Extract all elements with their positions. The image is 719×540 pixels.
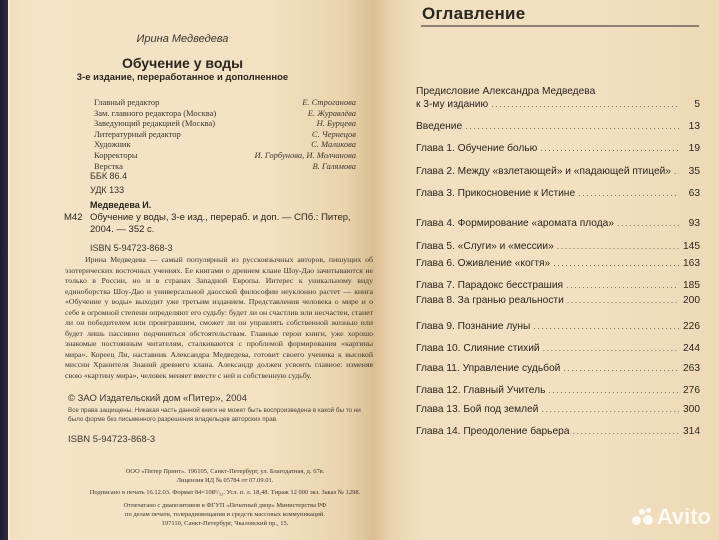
toc-label: Глава 12. Главный Учитель [416, 385, 546, 396]
toc-entry [416, 218, 700, 229]
avito-watermark-text: Avito [656, 504, 711, 529]
toc-leader-dots [543, 343, 679, 353]
credit-role: Художник [94, 139, 131, 150]
toc-leader-dots [572, 426, 679, 436]
toc-entry [416, 321, 700, 332]
credit-role: Корректоры [94, 149, 138, 160]
toc-label: Глава 8. За гранью реальности [416, 295, 564, 306]
toc-leader-dots [540, 143, 679, 153]
toc-label: Глава 5. «Слуги» и «мессии» [416, 241, 554, 252]
toc-leader-dots [553, 258, 679, 268]
credit-row [94, 108, 356, 119]
isbn-top: ISBN 5-94723-868-3 [90, 243, 173, 253]
toc-page-number: 244 [683, 343, 700, 354]
credit-row [94, 161, 356, 172]
credit-role: Главный редактор [94, 97, 160, 107]
bibliographic-record [90, 212, 373, 236]
toc-label: Глава 9. Познание луны [416, 321, 531, 332]
imprint-line: 197110, Санкт-Петербург, Чкаловский пр., 15. [161, 520, 289, 528]
toc-leader-dots [674, 166, 679, 176]
avito-dots-logo-icon [632, 508, 654, 526]
imprint-line: ООО «Питер Принт». 196105, Санкт-Петербург, ул. Благодатная, д. 67в. [125, 468, 325, 475]
right-page-toc [373, 0, 719, 540]
book-annotation [65, 255, 373, 381]
avito-watermark [632, 504, 711, 530]
toc-page-number: 226 [683, 321, 700, 332]
copyright-notice: © ЗАО Издательский дом «Питер», 2004 [68, 393, 247, 404]
bibliographic-line: 2004. — 352 с. [90, 224, 155, 235]
imprint-line: по делам печати, телерадиовещания и средств массовых коммуникаций. [124, 510, 325, 518]
toc-page-number: 200 [683, 295, 700, 306]
imprint-line: Подписано в печать 16.12.03. Формат 84×108¹/₃₂. Усл. п. л. 18,48. Тираж 12 000 экз. Заказ № 1298. [89, 489, 361, 497]
toc-page-number: 145 [683, 241, 700, 252]
toc-leader-dots [566, 280, 679, 290]
toc-entry [416, 188, 700, 199]
credit-row [94, 129, 356, 140]
annotation-paragraph: Ирина Медведева — самый популярный из русскоязычных авторов, пишущих об эзотерических восточных учениях. Ее книгами о древнем клане Шоу-Дао зачитываются не только в России, но и в странах Западной Европы. Интерес к уникальному виду единоборства Шоу-Дао и универсальной даосской философии неуклонно растет — книга «Обучение у воды» выходит уже третьим изданием. Представления человека о мире и о себе в огромной степени определяют его судьбу: будет ли он счастлив или несчастен, станет ли он победителем или проигравшим, сможет ли он управлять собственной жизнью или будет лишь пассивно подчиняться обстоятельствам. Главные герои книги, уже хорошо знакомые постоянным читателям, сталкиваются с проблемой формирования «картины мира». Кореец Ли, наставник Александра Медведева, готовит своего ученика к высокой миссии Хранителя Знаний древнего клана. Александр должен усвоить главное: изменяя свою «картину мира», человек меняет вместе с ней и собственную судьбу. [65, 255, 373, 380]
edition-note: 3-е издание, переработанное и дополненное [76, 72, 289, 83]
toc-entry [416, 241, 700, 252]
toc-leader-dots [578, 188, 679, 198]
credit-name: Е. Журавлёва [307, 107, 356, 118]
toc-leader-dots [557, 241, 679, 251]
credit-name: С. Чернецов [311, 128, 356, 139]
credit-name: С. Маликова [311, 139, 356, 150]
toc-leader-dots [548, 385, 679, 395]
credit-role: Зам. главного редактора (Москва) [94, 107, 217, 118]
toc-leader-dots [491, 99, 679, 109]
toc-leader-dots [465, 121, 679, 131]
toc-page-number: 63 [688, 188, 700, 199]
toc-entry-first-line: Предисловие Александра Медведева [416, 86, 596, 97]
book-title: Обучение у воды [121, 55, 244, 71]
toc-leader-dots [567, 295, 679, 305]
toc-label: Глава 2. Между «взлетающей» и «падающей птицей» [416, 166, 671, 177]
imprint-line: Отпечатано с диапозитивов в ФГУП «Печатный двор» Министерства РФ [123, 501, 327, 509]
credit-role: Верстка [94, 160, 123, 171]
toc-page-number: 93 [688, 218, 700, 229]
toc-page-number: 314 [683, 426, 700, 437]
toc-page-number: 263 [683, 363, 700, 374]
toc-label: Глава 10. Слияние стихий [416, 343, 540, 354]
toc-label: Глава 3. Прикосновение к Истине [416, 188, 576, 199]
printing-imprint [65, 467, 373, 528]
author-name: Ирина Медведева [136, 33, 229, 45]
toc-label: к 3-му изданию [416, 99, 489, 110]
toc-entry [416, 404, 700, 415]
toc-label: Глава 11. Управление судьбой [416, 363, 561, 374]
toc-page-number: 19 [688, 143, 700, 154]
toc-label: Глава 1. Обучение болью [416, 143, 538, 154]
bbk-code: ББК 86.4 [90, 171, 128, 181]
toc-page-number: 5 [694, 99, 700, 110]
credit-name: Е. Строганова [302, 97, 356, 107]
toc-label: Глава 13. Бой под землей [416, 404, 539, 415]
toc-page-number: 276 [683, 385, 700, 396]
toc-page-number: 13 [688, 121, 700, 132]
credit-name: И. Горбунова, И. Молчанова [254, 149, 356, 160]
toc-entry [416, 143, 700, 154]
toc-leader-dots [617, 218, 679, 228]
credit-role: Литературный редактор [94, 128, 181, 139]
editorial-credits [94, 97, 356, 171]
credit-name: В. Галямова [312, 160, 356, 171]
toc-entry [416, 343, 700, 354]
isbn-bottom: ISBN 5-94723-868-3 [68, 434, 156, 445]
toc-page-number: 185 [683, 280, 700, 291]
credit-role: Заведующий редакцией (Москва) [94, 118, 216, 129]
toc-entry [416, 258, 700, 269]
toc-leader-dots [563, 363, 679, 373]
toc-leader-dots [533, 321, 679, 331]
toc-label: Глава 7. Парадокс бесстрашия [416, 280, 564, 291]
left-page-imprint [8, 0, 373, 540]
credit-row [94, 97, 356, 108]
toc-entry [416, 385, 700, 396]
toc-entry [416, 280, 700, 291]
toc-entry [416, 166, 700, 177]
toc-entry [416, 295, 700, 306]
toc-leader-dots [541, 404, 679, 414]
toc-heading-rule [421, 25, 699, 27]
toc-label: Глава 14. Преодоление барьера [416, 426, 570, 437]
toc-page-number: 300 [683, 404, 700, 415]
bibliographic-code: М42 [64, 212, 83, 223]
udk-code: УДК 133 [90, 185, 125, 195]
toc-page-number: 35 [688, 166, 700, 177]
bibliographic-author: Медведева И. [90, 200, 152, 210]
toc-heading: Оглавление [422, 4, 526, 23]
rights-reserved-notice: Все права защищены. Никакая часть данной книги не может быть воспроизведена в какой бы то ни было форме без письменного разрешения владельцев авторских прав. [68, 407, 361, 423]
toc-entry [416, 426, 700, 437]
credit-row [94, 150, 356, 161]
toc-entry [416, 363, 700, 374]
bibliographic-line: Обучение у воды, 3-е изд., перераб. и доп. — СПб.: Питер, [90, 212, 351, 223]
toc-label: Глава 4. Формирование «аромата плода» [416, 218, 615, 229]
toc-entry [416, 121, 700, 132]
credit-row [94, 139, 356, 150]
toc-label: Введение [416, 121, 463, 132]
toc-entry [416, 99, 700, 110]
toc-label: Глава 6. Оживление «когтя» [416, 258, 551, 269]
credit-name: Н. Бурцева [316, 118, 356, 129]
credit-row [94, 118, 356, 129]
imprint-line: Лицензия ИД № 05784 от 07.09.01. [176, 477, 274, 485]
toc-page-number: 163 [683, 258, 700, 269]
